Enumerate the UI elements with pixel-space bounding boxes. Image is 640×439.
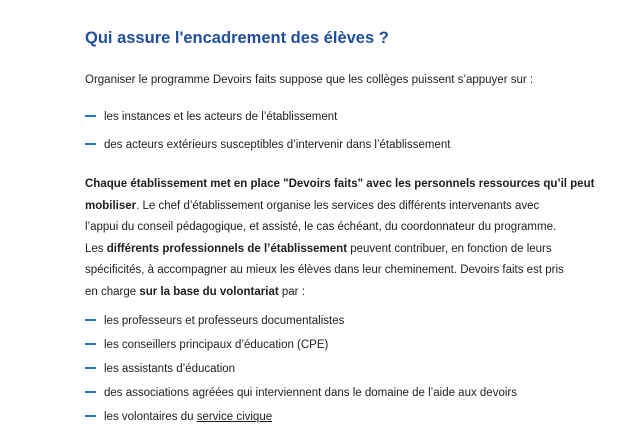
paragraph-line: l’appui du conseil pédagogique, et assisté, le cas échéant, du coordonnateur du programme. — [85, 221, 557, 233]
list-item — [85, 109, 450, 125]
bold-text: différents professionnels de l’établissement — [106, 242, 348, 255]
paragraph-text: . Le chef d’établissement organise les services des différents intervenants avec — [136, 199, 540, 212]
list-item — [85, 385, 517, 401]
list-item — [85, 337, 517, 353]
list-item-text: les professeurs et professeurs documentalistes — [104, 315, 345, 327]
list-item — [85, 361, 517, 377]
paragraph-line — [85, 239, 555, 261]
dash-bullet-icon — [85, 319, 96, 321]
dash-bullet-icon — [85, 115, 96, 117]
bold-text: Chaque établissement met en place "Devoirs faits" avec les personnels ressources qu’il peut — [85, 178, 595, 190]
paragraph-text: Les — [85, 242, 107, 255]
service-civique-link[interactable]: service civique — [196, 411, 273, 423]
dash-bullet-icon — [85, 343, 96, 345]
volunteer-list — [85, 313, 517, 433]
dash-bullet-icon — [85, 143, 96, 145]
list-item-text: les conseillers principaux d’éducation (CPE) — [104, 339, 329, 351]
list-item — [85, 313, 517, 329]
list-item — [85, 137, 450, 153]
paragraph-line — [85, 174, 595, 196]
bold-text: sur la base du volontariat — [139, 285, 279, 298]
dash-bullet-icon — [85, 391, 96, 393]
dash-bullet-icon — [85, 367, 96, 369]
intro-text: Organiser le programme Devoirs faits suppose que les collèges puissent s’appuyer sur : — [85, 74, 534, 86]
section-heading: Qui assure l'encadrement des élèves ? — [85, 29, 389, 47]
list-item-text: des acteurs extérieurs susceptibles d’intervenir dans l’établissement — [104, 139, 451, 151]
support-list — [85, 109, 450, 165]
paragraph-text: par : — [278, 285, 305, 298]
list-item — [85, 409, 517, 425]
paragraph-text: peuvent contribuer, en fonction de leurs — [347, 242, 552, 255]
list-item-text: des associations agréées qui interviennent dans le domaine de l’aide aux devoirs — [104, 387, 517, 399]
list-item-text: les instances et les acteurs de l’établissement — [104, 111, 338, 123]
list-item-text: les assistants d’éducation — [104, 363, 236, 375]
bold-text: mobiliser — [85, 199, 137, 212]
paragraph-line — [85, 196, 555, 218]
list-item-text: les volontaires du — [104, 411, 197, 423]
staff-paragraph — [85, 174, 595, 303]
paragraph-line — [85, 282, 555, 304]
paragraph-line: spécificités, à accompagner au mieux les élèves dans leur cheminement. Devoirs faits est pris — [85, 264, 564, 276]
dash-bullet-icon — [85, 415, 96, 417]
paragraph-text: en charge — [85, 285, 140, 298]
